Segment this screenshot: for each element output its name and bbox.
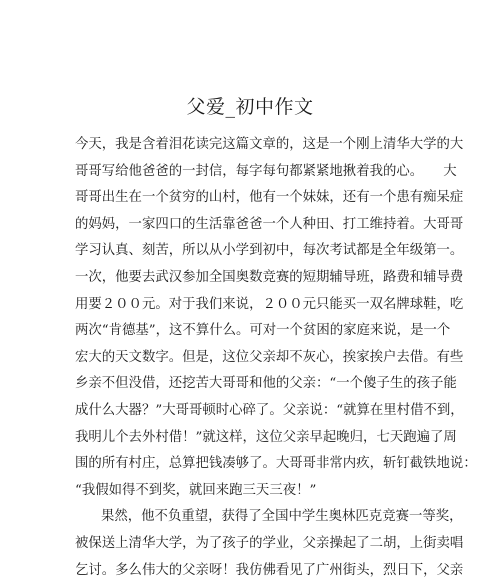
document-body xyxy=(75,132,427,584)
body-line: 的妈妈，一家四口的生活靠爸爸一个人种田、打工维持着。大哥哥 xyxy=(75,212,427,239)
body-line: 哥哥出生在一个贫穷的山村，他有一个妹妹，还有一个患有痴呆症 xyxy=(75,185,427,212)
body-line: 成什么大器？”大哥哥顿时心碎了。父亲说：“就算在里村借不到， xyxy=(75,398,427,425)
body-line: 乞讨。多么伟大的父亲呀！我仿佛看见了广州街头，烈日下，父亲 xyxy=(75,558,427,584)
document-title: 父爱_初中作文 xyxy=(0,94,500,120)
body-line: 今天，我是含着泪花读完这篇文章的，这是一个刚上清华大学的大 xyxy=(75,132,427,159)
body-line: 哥哥写给他爸爸的一封信，每字每句都紧紧地揪着我的心。 大 xyxy=(75,159,427,186)
body-line: 被保送上清华大学，为了孩子的学业，父亲操起了二胡，上街卖唱 xyxy=(75,531,427,558)
body-line: 宏大的天文数字。但是，这位父亲却不灰心，挨家挨户去借。有些 xyxy=(75,345,427,372)
body-line: 一次，他要去武汉参加全国奥数竞赛的短期辅导班，路费和辅导费 xyxy=(75,265,427,292)
body-line: 两次“肯德基”，这不算什么。可对一个贫困的家庭来说，是一个 xyxy=(75,318,427,345)
body-line: 围的所有村庄，总算把钱凑够了。大哥哥非常内疚，斩钉截铁地说： xyxy=(75,451,427,478)
body-line: 用要２００元。对于我们来说，２００元只能买一双名牌球鞋，吃 xyxy=(75,292,427,319)
body-line: 我明儿个去外村借！”就这样，这位父亲早起晚归，七天跑遍了周 xyxy=(75,425,427,452)
body-line: 乡亲不但没借，还挖苦大哥哥和他的父亲：“一个傻子生的孩子能 xyxy=(75,371,427,398)
body-line: 果然，他不负重望，获得了全国中学生奥林匹克竞赛一等奖， xyxy=(75,504,427,531)
body-line: “我假如得不到奖，就回来跑三天三夜！” xyxy=(75,478,427,505)
body-line: 学习认真、刻苦，所以从小学到初中，每次考试都是全年级第一。 xyxy=(75,238,427,265)
